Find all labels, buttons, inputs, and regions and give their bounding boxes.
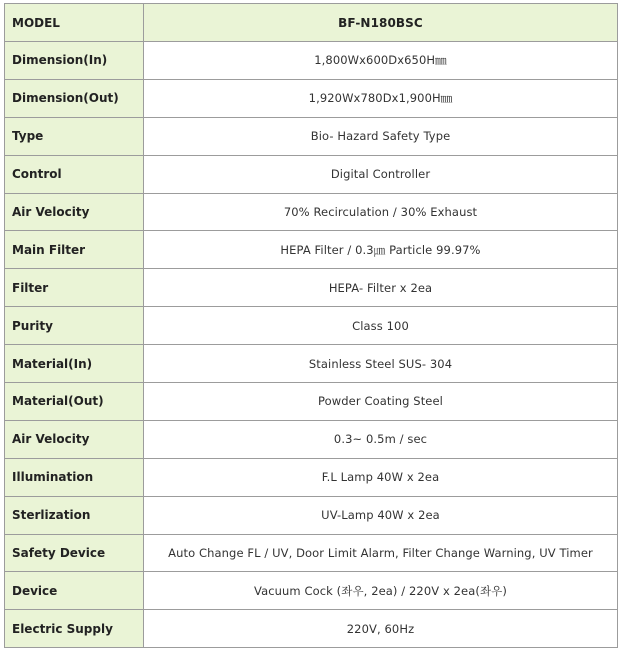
row-label: Control <box>5 155 144 193</box>
row-value: Vacuum Cock (좌우, 2ea) / 220V x 2ea(좌우) <box>144 572 618 610</box>
row-value: 70% Recirculation / 30% Exhaust <box>144 193 618 231</box>
row-value: Powder Coating Steel <box>144 383 618 421</box>
table-row <box>5 496 618 534</box>
table-row <box>5 307 618 345</box>
table-row <box>5 420 618 458</box>
row-value: Auto Change FL / UV, Door Limit Alarm, Filter Change Warning, UV Timer <box>144 534 618 572</box>
table-row <box>5 155 618 193</box>
table-row <box>5 534 618 572</box>
table-row <box>5 383 618 421</box>
row-value: F.L Lamp 40W x 2ea <box>144 458 618 496</box>
row-label: Filter <box>5 269 144 307</box>
row-value: Digital Controller <box>144 155 618 193</box>
table-row <box>5 345 618 383</box>
row-value: Bio- Hazard Safety Type <box>144 117 618 155</box>
row-label: Material(Out) <box>5 383 144 421</box>
model-label: MODEL <box>5 4 144 42</box>
row-value: 220V, 60Hz <box>144 610 618 648</box>
table-row <box>5 117 618 155</box>
row-value: 0.3~ 0.5m / sec <box>144 420 618 458</box>
row-label: Device <box>5 572 144 610</box>
table-row <box>5 572 618 610</box>
row-label: Material(In) <box>5 345 144 383</box>
row-label: Main Filter <box>5 231 144 269</box>
model-value: BF-N180BSC <box>144 4 618 42</box>
row-label: Dimension(In) <box>5 42 144 80</box>
table-row <box>5 269 618 307</box>
row-label: Air Velocity <box>5 420 144 458</box>
row-value: 1,800Wx600Dx650H㎜ <box>144 42 618 80</box>
row-value: HEPA- Filter x 2ea <box>144 269 618 307</box>
row-value: Stainless Steel SUS- 304 <box>144 345 618 383</box>
spec-table <box>4 3 618 648</box>
row-value: UV-Lamp 40W x 2ea <box>144 496 618 534</box>
row-label: Safety Device <box>5 534 144 572</box>
table-row <box>5 193 618 231</box>
table-row <box>5 458 618 496</box>
table-row <box>5 610 618 648</box>
row-value: HEPA Filter / 0.3㎛ Particle 99.97% <box>144 231 618 269</box>
row-value: Class 100 <box>144 307 618 345</box>
row-label: Purity <box>5 307 144 345</box>
spec-table-body <box>5 4 618 648</box>
row-label: Sterlization <box>5 496 144 534</box>
row-label: Dimension(Out) <box>5 79 144 117</box>
row-label: Type <box>5 117 144 155</box>
table-header-row <box>5 4 618 42</box>
table-row <box>5 231 618 269</box>
table-row <box>5 42 618 80</box>
row-label: Illumination <box>5 458 144 496</box>
table-row <box>5 79 618 117</box>
row-value: 1,920Wx780Dx1,900H㎜ <box>144 79 618 117</box>
row-label: Electric Supply <box>5 610 144 648</box>
row-label: Air Velocity <box>5 193 144 231</box>
